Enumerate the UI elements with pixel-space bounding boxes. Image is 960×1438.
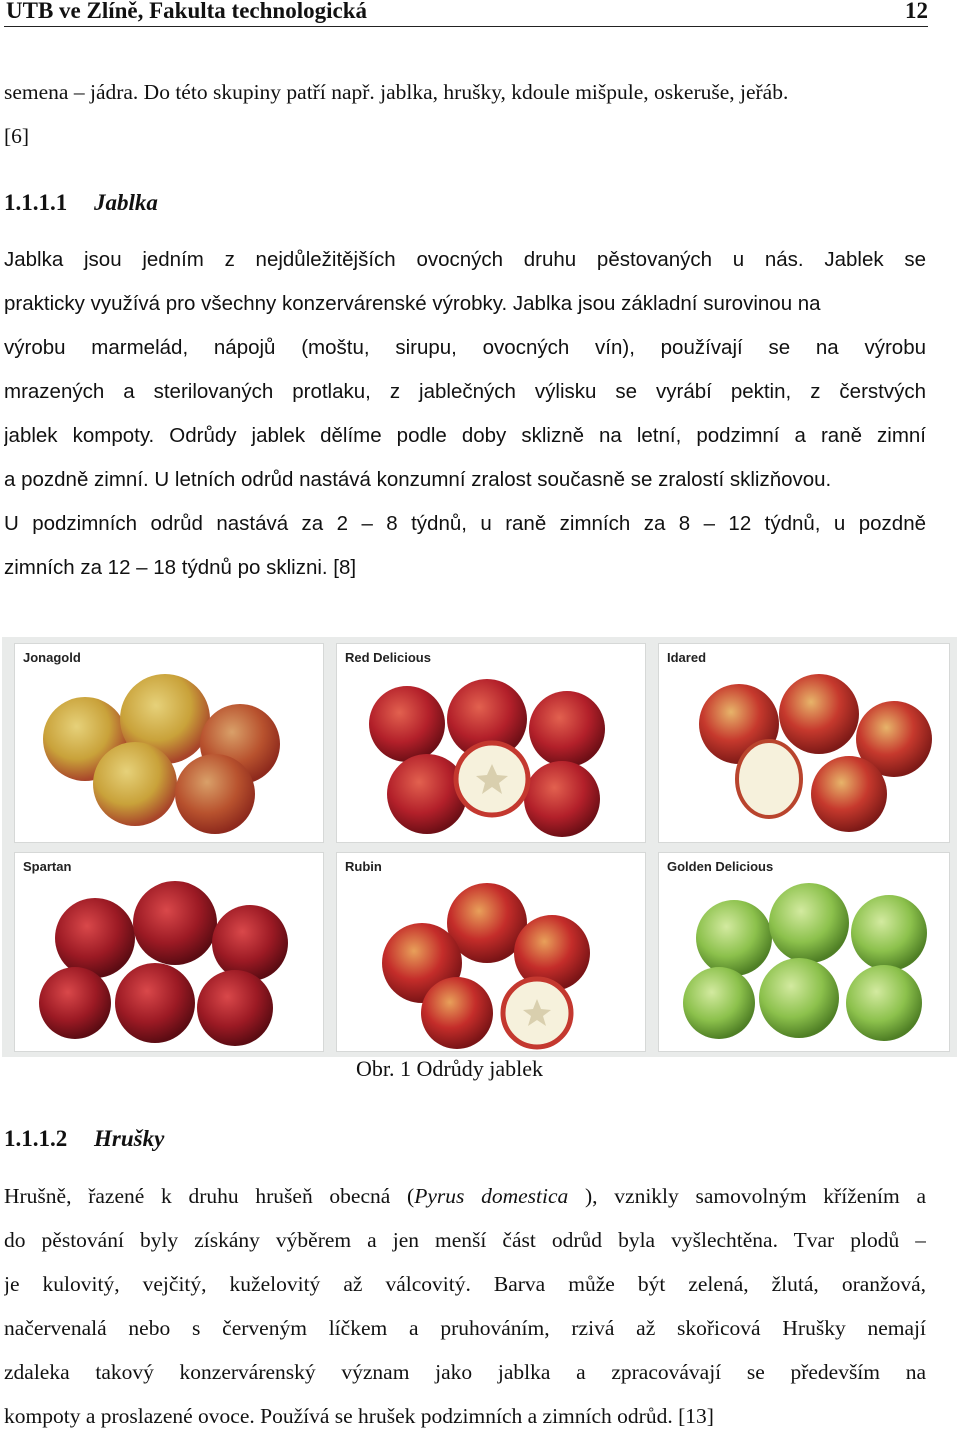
hrusky-line: kompoty a proslazené ovoce. Používá se hrušek podzimních a zimních odrůd. [13] bbox=[4, 1404, 714, 1428]
hrusky-line: zdaleka takový konzervárenský význam jako jablka a zpracovávají se především na bbox=[4, 1360, 926, 1384]
apple-varieties-figure bbox=[2, 637, 957, 1057]
variety-label: Red Delicious bbox=[345, 650, 431, 665]
hrusky-line: do pěstování byly získány výběrem a jen menší část odrůd byla vyšlechtěna. Tvar plodů – bbox=[4, 1228, 926, 1252]
jablka-line: U podzimních odrůd nastává za 2 – 8 týdnů, u raně zimních za 8 – 12 týdnů, u pozdně bbox=[4, 512, 926, 535]
panel-spartan bbox=[14, 852, 324, 1052]
hrusky-line1-after: ), vznikly samovolným křížením a bbox=[568, 1184, 926, 1208]
jablka-line: jablek kompoty. Odrůdy jablek dělíme podle doby sklizně na letní, podzimní a raně zimní bbox=[4, 424, 926, 447]
rubin-apples-image bbox=[337, 853, 645, 1051]
jablka-line: Jablka jsou jedním z nejdůležitějších ovocných druhu pěstovaných u nás. Jablek se bbox=[4, 248, 926, 271]
jablka-line: mrazených a sterilovaných protlaku, z jablečných výlisku se vyrábí pektin, z čerstvých bbox=[4, 380, 926, 403]
variety-label: Jonagold bbox=[23, 650, 81, 665]
hrusky-line1-before: Hrušně, řazené k druhu hrušeň obecná ( bbox=[4, 1184, 415, 1208]
panel-golden-delicious bbox=[658, 852, 950, 1052]
spartan-apples-image bbox=[15, 853, 323, 1051]
latin-name: Pyrus domestica bbox=[414, 1184, 569, 1208]
intro-line-2: [6] bbox=[4, 124, 30, 148]
panel-idared bbox=[658, 643, 950, 843]
golden-delicious-apples-image bbox=[659, 853, 949, 1051]
section-heading-jablka bbox=[4, 190, 158, 216]
jablka-line: prakticky využívá pro všechny konzervárenské výrobky. Jablka jsou základní surovinou na bbox=[4, 292, 821, 315]
intro-line-1: semena – jádra. Do této skupiny patří např. jablka, hrušky, kdoule mišpule, oskeruše, jeřáb. bbox=[4, 80, 789, 104]
red-delicious-apples-image bbox=[337, 644, 645, 842]
hrusky-line: je kulovitý, vejčitý, kuželovitý až válcovitý. Barva může být zelená, žlutá, oranžová, bbox=[4, 1272, 926, 1296]
hrusky-line-1 bbox=[4, 1174, 926, 1218]
variety-label: Golden Delicious bbox=[667, 859, 774, 874]
figure-caption: Obr. 1 Odrůdy jablek bbox=[356, 1056, 543, 1081]
page-number: 12 bbox=[905, 0, 928, 23]
header-title: UTB ve Zlíně, Fakulta technologická bbox=[6, 0, 367, 23]
jonagold-apples-image bbox=[15, 644, 323, 842]
variety-label: Rubin bbox=[345, 859, 382, 874]
intro-paragraph bbox=[4, 70, 926, 158]
variety-label: Idared bbox=[667, 650, 707, 665]
jablka-line: zimních za 12 – 18 týdnů po sklizni. [8] bbox=[4, 556, 357, 579]
section-number: 1.1.1.1 bbox=[4, 190, 68, 215]
panel-rubin bbox=[336, 852, 646, 1052]
jablka-line: a pozdně zimní. U letních odrůd nastává konzumní zralost současně se zralostí sklizňovou. bbox=[4, 468, 832, 491]
hrusky-line: načervenalá nebo s červeným líčkem a pruhováním, rzivá až skořicová Hrušky nemají bbox=[4, 1316, 926, 1340]
panel-red-delicious bbox=[336, 643, 646, 843]
jablka-line: výrobu marmelád, nápojů (moštu, sirupu, ovocných vín), používají se na výrobu bbox=[4, 336, 926, 359]
hrusky-paragraph bbox=[4, 1174, 926, 1438]
section-title: Hrušky bbox=[94, 1126, 165, 1151]
running-header bbox=[4, 0, 928, 27]
idared-apples-image bbox=[659, 644, 949, 842]
jablka-paragraph bbox=[4, 238, 926, 590]
section-title: Jablka bbox=[94, 190, 158, 215]
section-heading-hrusky bbox=[4, 1126, 164, 1152]
panel-jonagold bbox=[14, 643, 324, 843]
section-number: 1.1.1.2 bbox=[4, 1126, 68, 1151]
variety-label: Spartan bbox=[23, 859, 72, 874]
